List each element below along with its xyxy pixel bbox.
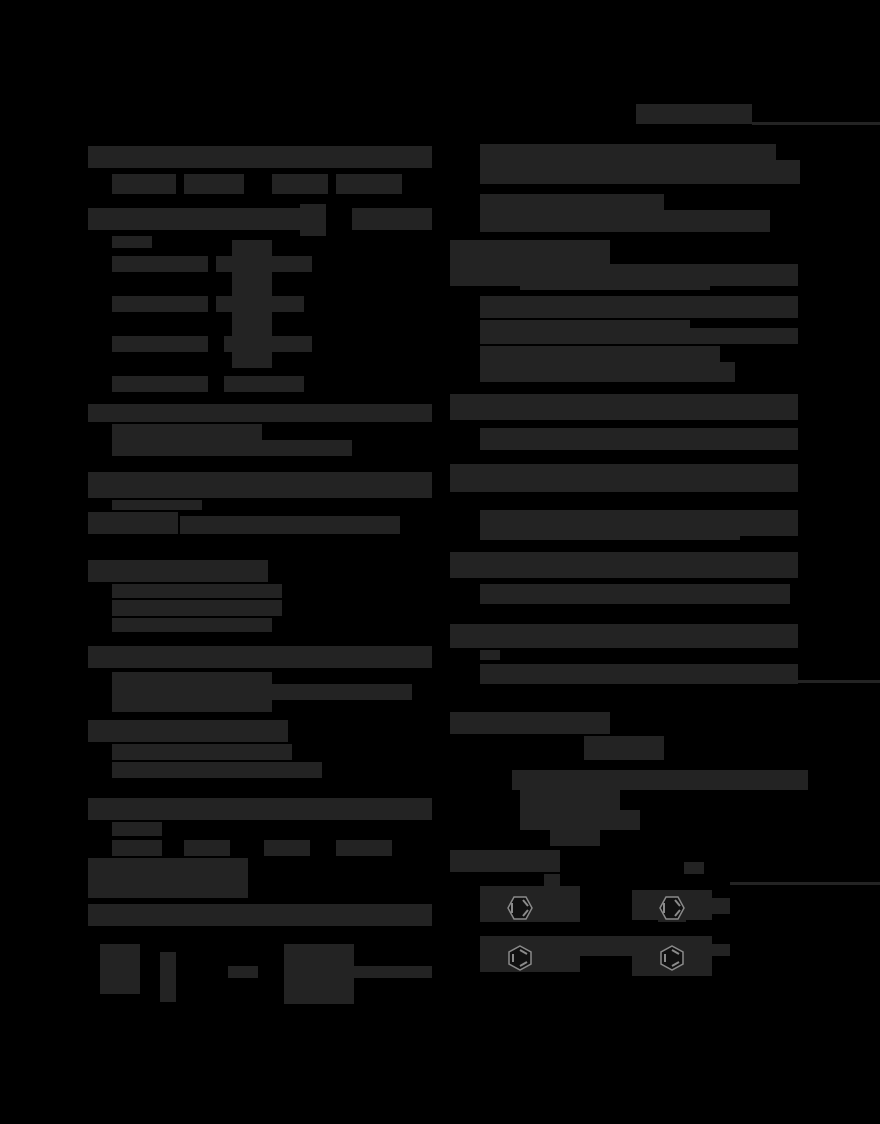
obscured-text-line	[100, 944, 140, 994]
obscured-text-line	[88, 858, 248, 898]
obscured-text-line	[112, 440, 352, 456]
obscured-text-line	[584, 736, 664, 760]
obscured-text-line	[450, 240, 610, 264]
obscured-text-line	[160, 952, 176, 1002]
obscured-text-line	[88, 472, 432, 498]
divider-rule	[730, 882, 880, 885]
obscured-text-line	[112, 600, 282, 616]
obscured-text-line	[450, 712, 610, 734]
obscured-text-line	[340, 966, 432, 978]
benzene-ring-2-icon	[658, 894, 686, 922]
obscured-text-line	[112, 424, 262, 440]
obscured-text-line	[112, 174, 176, 194]
obscured-text-line	[480, 144, 776, 160]
obscured-text-line	[88, 404, 432, 422]
obscured-text-line	[112, 256, 208, 272]
obscured-text-line	[684, 862, 704, 874]
obscured-text-line	[184, 840, 230, 856]
benzene-ring-3-icon	[506, 944, 534, 972]
divider-rule	[752, 680, 880, 683]
obscured-text-line	[566, 936, 636, 956]
divider-rule	[752, 122, 880, 125]
obscured-text-line	[544, 874, 560, 886]
obscured-text-line	[112, 618, 272, 632]
obscured-text-line	[88, 720, 288, 742]
benzene-ring-1-icon	[506, 894, 534, 922]
obscured-text-line	[480, 328, 798, 344]
obscured-text-line	[264, 840, 310, 856]
obscured-text-line	[88, 904, 432, 926]
obscured-text-line	[480, 296, 798, 318]
obscured-text-line	[112, 840, 162, 856]
obscured-text-line	[112, 744, 292, 760]
obscured-text-line	[520, 282, 710, 290]
obscured-text-line	[272, 174, 328, 194]
obscured-text-line	[512, 770, 808, 790]
obscured-text-line	[300, 204, 326, 236]
obscured-text-line	[480, 210, 770, 232]
benzene-ring-4-icon	[658, 944, 686, 972]
obscured-text-line	[224, 336, 312, 352]
obscured-text-line	[450, 552, 798, 578]
obscured-text-line	[112, 672, 272, 684]
obscured-text-line	[450, 464, 798, 492]
obscured-text-line	[480, 362, 735, 382]
obscured-text-line	[480, 584, 790, 604]
obscured-text-line	[88, 798, 432, 820]
obscured-text-line	[88, 512, 178, 534]
obscured-text-line	[450, 850, 560, 872]
obscured-text-line	[88, 560, 268, 582]
obscured-text-line	[112, 762, 322, 778]
obscured-text-line	[352, 208, 432, 230]
obscured-text-line	[112, 336, 208, 352]
obscured-text-line	[112, 584, 282, 598]
obscured-text-line	[480, 650, 500, 660]
obscured-text-line	[480, 428, 798, 450]
obscured-text-line	[184, 174, 244, 194]
obscured-text-line	[88, 208, 300, 230]
obscured-text-line	[216, 296, 304, 312]
obscured-text-line	[88, 646, 432, 668]
obscured-text-line	[700, 898, 730, 914]
obscured-text-line	[480, 160, 800, 184]
obscured-text-line	[112, 822, 162, 836]
obscured-text-line	[224, 376, 304, 392]
obscured-text-line	[112, 296, 208, 312]
obscured-text-line	[228, 966, 258, 978]
obscured-text-line	[112, 236, 152, 248]
obscured-text-line	[480, 346, 720, 362]
obscured-text-line	[112, 500, 202, 510]
obscured-text-line	[88, 146, 432, 168]
obscured-text-line	[112, 376, 208, 392]
obscured-text-line	[480, 528, 740, 540]
obscured-text-line	[336, 174, 402, 194]
obscured-text-line	[180, 516, 400, 534]
obscured-text-line	[550, 824, 600, 846]
obscured-text-line	[450, 624, 798, 648]
obscured-text-line	[700, 944, 730, 956]
obscured-text-line	[336, 840, 392, 856]
obscured-text-line	[480, 664, 798, 684]
obscured-text-line	[112, 700, 272, 712]
obscured-text-line	[450, 394, 798, 420]
obscured-text-line	[112, 684, 412, 700]
header-title-obscured	[636, 104, 752, 124]
